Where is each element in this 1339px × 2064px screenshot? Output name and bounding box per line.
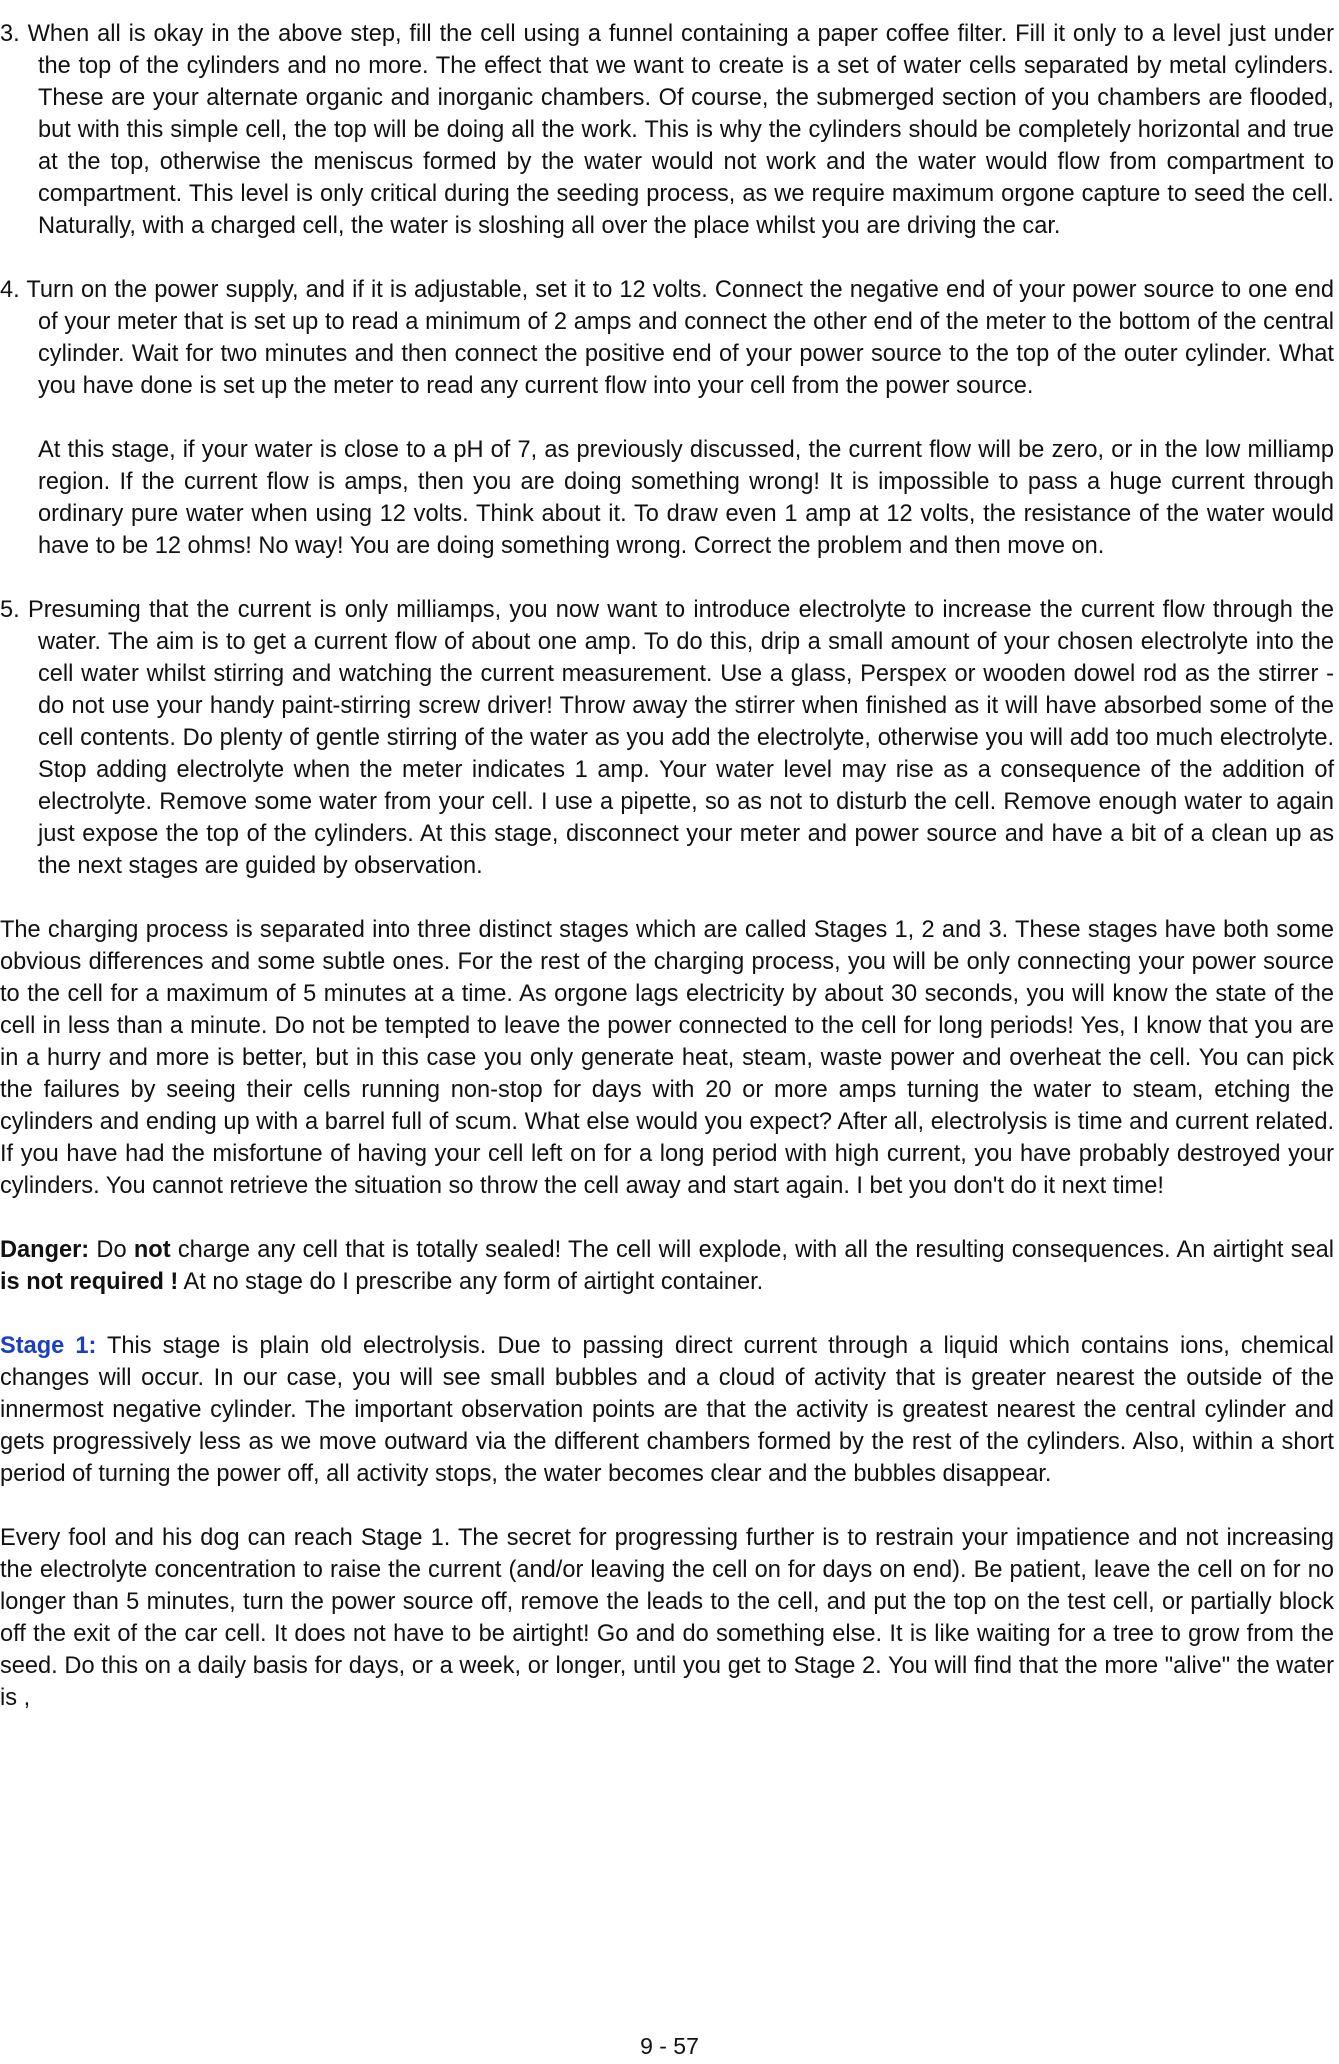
step-3-paragraph: 3. When all is okay in the above step, fill the cell using a funnel containing a paper coffee filter. Fill it only to a level just under the top of the cylinders and no more. The effect that we want to create is a set of water cells separated by metal cylinders. These are your alternate organic and inorganic chambers. Of course, the submerged section of you chambers are flooded, but with this simple cell, the top will be doing all the work. This is why the cylinders should be completely horizontal and true at the top, otherwise the meniscus formed by the water would not work and the water would flow from compartment to compartment. This level is only critical during the seeding process, as we require maximum orgone capture to seed the cell. Naturally, with a charged cell, the water is sloshing all over the place whilst you are driving the car. [0, 21, 1334, 239]
danger-text-1: Do [89, 1237, 134, 1263]
final-paragraph: Every fool and his dog can reach Stage 1. The secret for progressing further is to restrain your impatience and not increasing the electrolyte concentration to raise the current (and/or leaving the cell on for days on end). Be patient, leave the cell on for no longer than 5 minutes, turn the power source off, remove the leads to the cell, and put the top on the test cell, or partially block off the exit of the car cell. It does not have to be airtight! Go and do something else. It is like waiting for a tree to grow from the seed. Do this on a daily basis for days, or a week, or longer, until you get to Stage 2. You will find that the more "alive" the water is , [0, 1525, 1334, 1711]
stage-1-label: Stage 1: [0, 1333, 97, 1359]
stage-1-paragraph [0, 1330, 1334, 1490]
danger-text-3: At no stage do I prescribe any form of airtight container. [178, 1269, 764, 1295]
stage-1-text: This stage is plain old electrolysis. Due to passing direct current through a liquid which contains ions, chemical changes will occur. In our case, you will see small bubbles and a cloud of activity that is greater nearest the outside of the innermost negative cylinder. The important observation points are that the activity is greatest nearest the central cylinder and gets progressively less as we move outward via the different chambers formed by the rest of the cylinders. Also, within a short period of turning the power off, all activity stops, the water becomes clear and the bubbles disappear. [0, 1333, 1334, 1487]
step-4-paragraph: 4. Turn on the power supply, and if it is adjustable, set it to 12 volts. Connect the negative end of your power source to one end of your meter that is set up to read a minimum of 2 amps and connect the other end of the meter to the bottom of the central cylinder. Wait for two minutes and then connect the positive end of your power source to the top of the outer cylinder. What you have done is set up the meter to read any current flow into your cell from the power source. [0, 277, 1334, 399]
step-5-paragraph: 5. Presuming that the current is only milliamps, you now want to introduce electrolyte to increase the current flow through the water. The aim is to get a current flow of about one amp. To do this, drip a small amount of your chosen electrolyte into the cell water whilst stirring and watching the current measurement. Use a glass, Perspex or wooden dowel rod as the stirrer - do not use your handy paint-stirring screw driver! Throw away the stirrer when finished as it will have absorbed some of the cell contents. Do plenty of gentle stirring of the water as you add the electrolyte, otherwise you will add too much electrolyte. Stop adding electrolyte when the meter indicates 1 amp. Your water level may rise as a consequence of the addition of electrolyte. Remove some water from your cell. I use a pipette, so as not to disturb the cell. Remove enough water to again just expose the top of the cylinders. At this stage, disconnect your meter and power source and have a bit of a clean up as the next stages are guided by observation. [0, 597, 1334, 879]
danger-not-required-emphasis: is not required ! [0, 1269, 179, 1295]
danger-label: Danger: [0, 1237, 90, 1263]
document-body [0, 18, 1334, 1746]
danger-paragraph [0, 1234, 1334, 1298]
step-4-note-paragraph: At this stage, if your water is close to a pH of 7, as previously discussed, the current flow will be zero, or in the low milliamp region. If the current flow is amps, then you are doing something wrong! It is impossible to pass a huge current through ordinary pure water when using 12 volts. Think about it. To draw even 1 amp at 12 volts, the resistance of the water would have to be 12 ohms! No way! You are doing something wrong. Correct the problem and then move on. [38, 437, 1334, 559]
danger-text-2: charge any cell that is totally sealed! The cell will explode, with all the resulting consequences. An airtight seal [170, 1237, 1334, 1263]
charging-process-paragraph: The charging process is separated into three distinct stages which are called Stages 1, 2 and 3. These stages have both some obvious differences and some subtle ones. For the rest of the charging process, you will be only connecting your power source to the cell for a maximum of 5 minutes at a time. As orgone lags electricity by about 30 seconds, you will know the state of the cell in less than a minute. Do not be tempted to leave the power connected to the cell for long periods! Yes, I know that you are in a hurry and more is better, but in this case you only generate heat, steam, waste power and overheat the cell. You can pick the failures by seeing their cells running non-stop for days with 20 or more amps turning the water to steam, etching the cylinders and ending up with a barrel full of scum. What else would you expect? After all, electrolysis is time and current related. If you have had the misfortune of having your cell left on for a long period with high current, you have probably destroyed your cylinders. You cannot retrieve the situation so throw the cell away and start again. I bet you don't do it next time! [0, 917, 1334, 1199]
page-number: 9 - 57 [640, 2033, 699, 2059]
danger-not-emphasis: not [133, 1237, 171, 1263]
